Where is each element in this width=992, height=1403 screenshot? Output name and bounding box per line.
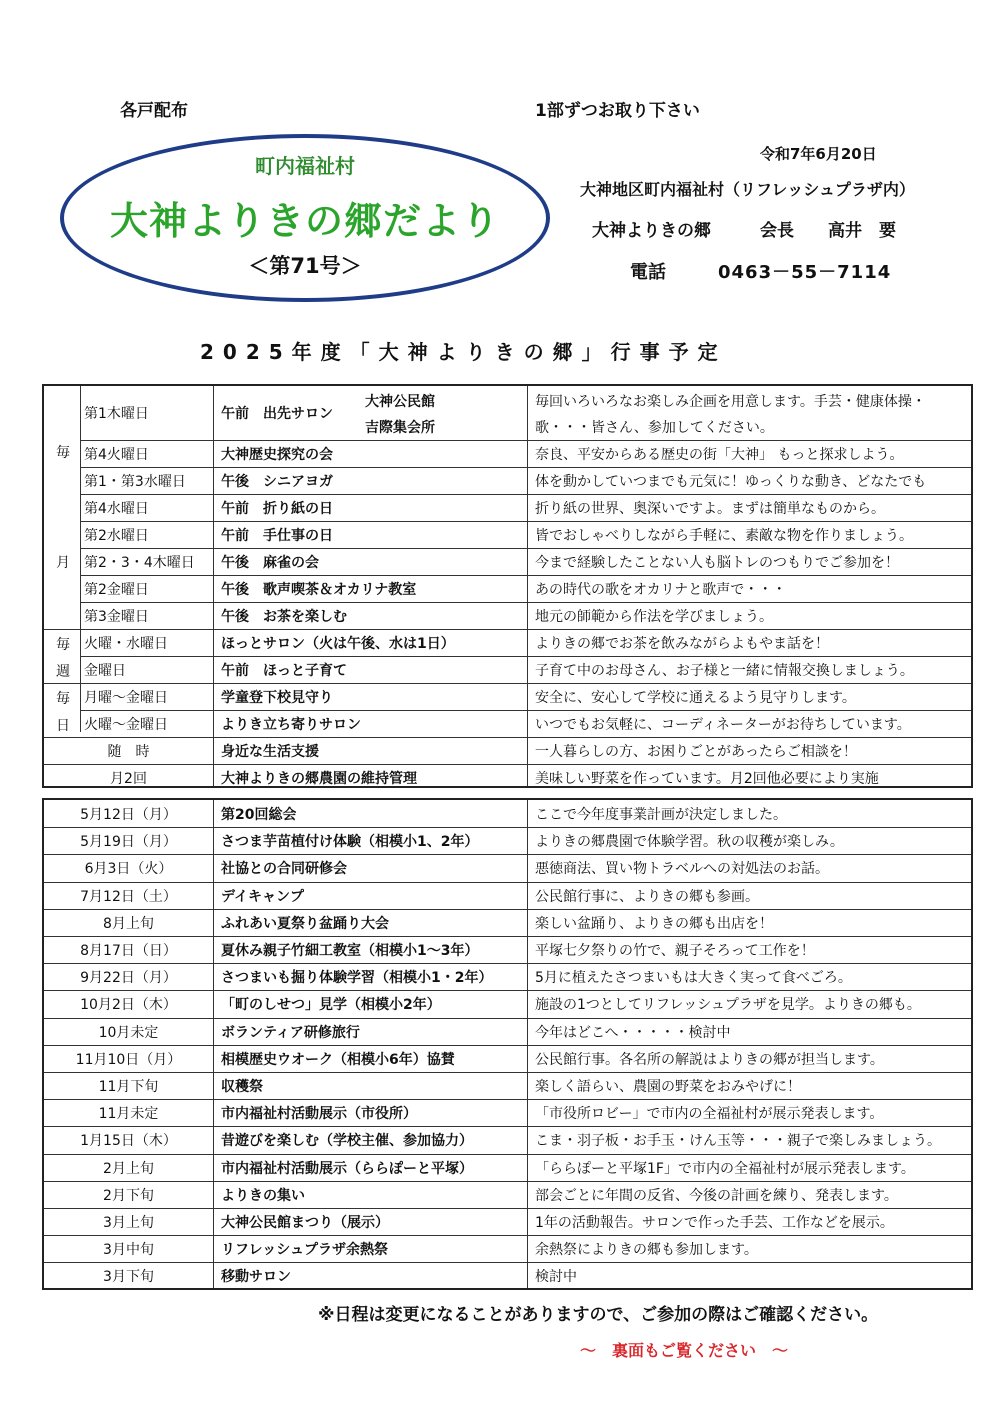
regular-event-desc: 折り紙の世界、奥深いですよ。まずは簡単なものから。 xyxy=(535,501,885,517)
regular-event-when: 火曜・水曜日 xyxy=(84,636,168,652)
annual-event-row xyxy=(44,827,971,854)
phone-label: 電話 xyxy=(630,262,666,283)
column-divider xyxy=(213,386,214,786)
annual-event-row xyxy=(44,936,971,963)
regular-event-desc: 子育て中のお母さん、お子様と一緒に情報交換しましょう。 xyxy=(535,663,914,679)
regular-event-place: 大神公民館 xyxy=(365,393,435,410)
column-divider xyxy=(213,800,214,1288)
annual-event-date: 8月17日（日） xyxy=(80,943,177,960)
president-org: 大神よりきの郷 xyxy=(592,221,711,241)
regular-event-desc: あの時代の歌をオカリナと歌声で・・・ xyxy=(535,582,787,598)
annual-event-date: 5月12日（月） xyxy=(80,806,177,823)
regular-event-name: 午前 折り紙の日 xyxy=(221,501,333,517)
annual-event-desc: 公民館行事。各名所の解説はよりきの郷が担当します。 xyxy=(535,1051,884,1068)
annual-event-row xyxy=(44,882,971,909)
annual-event-date: 11月未定 xyxy=(98,1106,159,1123)
take-one-note: 1部ずつお取り下さい xyxy=(535,101,700,121)
column-divider xyxy=(527,386,528,786)
annual-event-name: 夏休み親子竹細工教室（相模小1～3年） xyxy=(221,943,479,960)
annual-event-row xyxy=(44,1154,971,1181)
annual-event-date: 8月上旬 xyxy=(103,915,154,932)
organization: 大神地区町内福祉村（リフレッシュプラザ内） xyxy=(580,180,915,199)
regular-event-name: 午前 手仕事の日 xyxy=(221,528,333,544)
annual-event-desc: 部会ごとに年間の反省、今後の計画を練り、発表します。 xyxy=(535,1187,898,1204)
annual-event-row xyxy=(44,1045,971,1072)
change-notice: ※日程は変更になることがありますので、ご参加の際はご確認ください。 xyxy=(318,1305,879,1325)
newsletter-title: 大神よりきの郷だより xyxy=(109,199,500,243)
annual-event-row xyxy=(44,1099,971,1126)
president-role: 会長 xyxy=(760,221,794,241)
regular-event-desc: 体を動かしていつまでも元気に！ゆっくりな動き、どなたでも xyxy=(535,474,927,490)
column-divider xyxy=(527,800,528,1288)
regular-event-desc: 奈良、平安からある歴史の街「大神」 もっと探求しよう。 xyxy=(535,447,904,463)
regular-events-table xyxy=(42,384,973,788)
annual-event-desc: 5月に植えたさつまいもは大きく実って食べごろ。 xyxy=(535,970,852,987)
regular-event-name: 午後 シニアヨガ xyxy=(221,474,333,490)
regular-event-desc: 美味しい野菜を作っています。月2回他必要により実施 xyxy=(535,770,879,787)
annual-event-desc: よりきの郷農園で体験学習。秋の収穫が楽しみ。 xyxy=(535,834,844,851)
regular-event-name: 午後 お茶を楽しむ xyxy=(221,609,347,625)
annual-event-date: 7月12日（土） xyxy=(80,888,177,905)
annual-event-desc: 公民館行事に、よりきの郷も参画。 xyxy=(535,888,759,905)
column-divider xyxy=(80,386,81,732)
annual-event-name: 大神公民館まつり（展示） xyxy=(221,1215,389,1232)
regular-event-row xyxy=(44,737,971,764)
regular-event-desc: 地元の師範から作法を学びましょう。 xyxy=(535,609,773,625)
annual-event-desc: 今年はどこへ・・・・・検討中 xyxy=(535,1024,731,1041)
regular-event-desc: 今まで経験したことない人も脳トレのつもりでご参加を！ xyxy=(535,555,899,571)
regular-event-place: 吉際集会所 xyxy=(365,419,435,436)
annual-event-row xyxy=(44,1181,971,1208)
regular-event-name: よりき立ち寄りサロン xyxy=(221,717,361,733)
regular-event-name: 身近な生活支援 xyxy=(221,744,319,760)
see-back-note: ～ 裏面もご覧ください ～ xyxy=(580,1341,789,1360)
group-weekly-b: 週 xyxy=(56,664,70,680)
regular-event-desc: 毎回いろいろなお楽しみ企画を用意します。手芸・健康体操・ xyxy=(535,393,926,410)
annual-event-date: 10月未定 xyxy=(98,1024,159,1041)
regular-event-when: 第4火曜日 xyxy=(84,447,149,463)
annual-event-name: さつま芋苗植付け体験（相模小1、2年） xyxy=(221,834,479,851)
annual-event-name: さつまいも掘り体験学習（相模小1・2年） xyxy=(221,970,493,987)
regular-event-desc: 安全に、安心して学校に通えるよう見守りします。 xyxy=(535,690,856,706)
regular-event-when: 第3金曜日 xyxy=(84,609,149,625)
schedule-title: 2025年度「大神よりきの郷」行事予定 xyxy=(200,340,727,364)
annual-event-row xyxy=(44,800,971,827)
annual-event-name: ボランティア研修旅行 xyxy=(221,1024,360,1041)
regular-event-name: 午前 出先サロン xyxy=(221,406,333,422)
annual-event-desc: 施設の1つとしてリフレッシュプラザを見学。よりきの郷も。 xyxy=(535,997,921,1014)
annual-event-row xyxy=(44,990,971,1017)
regular-event-desc: いつでもお気軽に、コーディネーターがお待ちしています。 xyxy=(535,717,911,733)
regular-event-name: ほっとサロン（火は午後、水は1日） xyxy=(221,636,455,652)
group-weekly-a: 毎 xyxy=(56,637,70,653)
annual-event-desc: 「ららぽーと平塚1F」で市内の全福祉村が展示発表します。 xyxy=(535,1160,915,1177)
issue-date: 令和7年6月20日 xyxy=(760,145,877,163)
regular-event-row xyxy=(44,386,971,440)
annual-event-name: 「町のしせつ」見学（相模小2年） xyxy=(221,997,441,1014)
annual-event-row xyxy=(44,1126,971,1153)
regular-event-when: 第1木曜日 xyxy=(84,406,149,422)
annual-event-desc: こま・羽子板・お手玉・けん玉等・・・親子で楽しみましょう。 xyxy=(535,1133,941,1150)
regular-event-when: 第2水曜日 xyxy=(84,528,149,544)
issue-number: ＜第71号＞ xyxy=(248,254,362,278)
regular-event-when: 随 時 xyxy=(107,744,150,760)
regular-event-when: 月曜～金曜日 xyxy=(84,690,168,706)
annual-event-desc: 1年の活動報告。サロンで作った手芸、工作などを展示。 xyxy=(535,1215,894,1232)
regular-event-name: 午後 歌声喫茶＆オカリナ教室 xyxy=(221,582,417,598)
annual-event-date: 11月10日（月） xyxy=(75,1051,182,1068)
annual-event-desc: 平塚七夕祭りの竹で、親子そろって工作を！ xyxy=(535,943,815,960)
annual-event-row xyxy=(44,1262,971,1289)
annual-event-date: 10月2日（木） xyxy=(80,997,177,1014)
group-daily-b: 日 xyxy=(56,718,70,734)
annual-event-desc: ここで今年度事業計画が決定しました。 xyxy=(535,806,787,823)
annual-event-date: 9月22日（月） xyxy=(80,970,177,987)
annual-event-row xyxy=(44,1018,971,1045)
annual-event-date: 3月下旬 xyxy=(103,1269,154,1286)
annual-event-row xyxy=(44,963,971,990)
annual-event-name: 市内福祉村活動展示（ららぽーと平塚） xyxy=(221,1160,473,1177)
annual-event-row xyxy=(44,854,971,881)
regular-event-desc: 歌・・・皆さん、参加してください。 xyxy=(535,419,774,436)
annual-event-name: 相模歴史ウオーク（相模小6年）協賛 xyxy=(221,1051,455,1068)
annual-events-table xyxy=(42,798,973,1290)
annual-event-desc: 楽しく語らい、農園の野菜をおみやげに！ xyxy=(535,1079,801,1096)
annual-event-row xyxy=(44,1235,971,1262)
regular-event-when: 第2・3・4木曜日 xyxy=(84,555,195,571)
annual-event-desc: 検討中 xyxy=(535,1269,577,1286)
distribution-note: 各戸配布 xyxy=(120,101,188,121)
regular-event-name: 午後 麻雀の会 xyxy=(221,555,319,571)
group-monthly-a: 毎 xyxy=(56,445,70,461)
regular-event-row xyxy=(44,764,971,790)
regular-event-row xyxy=(44,629,971,656)
annual-event-row xyxy=(44,1208,971,1235)
regular-event-when: 月2回 xyxy=(110,770,147,787)
annual-event-row xyxy=(44,1072,971,1099)
annual-event-name: 社協との合同研修会 xyxy=(221,861,347,878)
annual-event-date: 1月15日（木） xyxy=(80,1133,177,1150)
annual-event-name: 収穫祭 xyxy=(221,1079,263,1096)
regular-event-when: 第4水曜日 xyxy=(84,501,149,517)
regular-event-when: 第2金曜日 xyxy=(84,582,149,598)
annual-event-name: デイキャンプ xyxy=(221,888,305,905)
annual-event-date: 3月上旬 xyxy=(103,1215,154,1232)
regular-event-row xyxy=(44,683,971,710)
regular-event-name: 大神よりきの郷農園の維持管理 xyxy=(221,770,417,787)
regular-event-desc: 一人暮らしの方、お困りごとがあったらご相談を！ xyxy=(535,744,857,760)
group-monthly-b: 月 xyxy=(56,555,70,571)
annual-event-name: ふれあい夏祭り盆踊り大会 xyxy=(221,915,389,932)
annual-event-date: 11月下旬 xyxy=(98,1079,159,1096)
annual-event-date: 2月上旬 xyxy=(103,1160,154,1177)
regular-event-when: 第1・第3水曜日 xyxy=(84,474,186,490)
annual-event-desc: 悪徳商法、買い物トラベルへの対処法のお話。 xyxy=(535,861,829,878)
newsletter-subtitle: 町内福祉村 xyxy=(255,154,355,178)
regular-event-when: 火曜～金曜日 xyxy=(84,717,168,733)
regular-event-desc: よりきの郷でお茶を飲みながらよもやま話を！ xyxy=(535,636,829,652)
regular-event-name: 学童登下校見守り xyxy=(221,690,333,706)
annual-event-date: 2月下旬 xyxy=(103,1187,154,1204)
annual-event-desc: 楽しい盆踊り、よりきの郷も出店を！ xyxy=(535,915,773,932)
regular-event-when: 金曜日 xyxy=(84,663,126,679)
annual-event-date: 5月19日（月） xyxy=(80,834,177,851)
president-name: 高井 要 xyxy=(828,221,896,241)
annual-event-name: 昔遊びを楽しむ（学校主催、参加協力） xyxy=(221,1133,473,1150)
phone-number: 0463－55－7114 xyxy=(718,262,892,283)
annual-event-name: リフレッシュプラザ余熱祭 xyxy=(221,1242,389,1259)
annual-event-name: よりきの集い xyxy=(221,1187,305,1204)
regular-event-name: 大神歴史探究の会 xyxy=(221,447,333,463)
annual-event-desc: 「市役所ロビー」で市内の全福祉村が展示発表します。 xyxy=(535,1106,884,1123)
annual-event-date: 6月3日（火） xyxy=(84,861,173,878)
annual-event-name: 移動サロン xyxy=(221,1269,291,1286)
regular-event-name: 午前 ほっと子育て xyxy=(221,663,347,679)
annual-event-date: 3月中旬 xyxy=(103,1242,154,1259)
group-daily-a: 毎 xyxy=(56,691,70,707)
annual-event-desc: 余熱祭によりきの郷も参加します。 xyxy=(535,1242,758,1259)
regular-event-desc: 皆でおしゃべりしながら手軽に、素敵な物を作りましょう。 xyxy=(535,528,913,544)
annual-event-row xyxy=(44,909,971,936)
annual-event-name: 第20回総会 xyxy=(221,806,297,823)
annual-event-name: 市内福祉村活動展示（市役所） xyxy=(221,1106,417,1123)
